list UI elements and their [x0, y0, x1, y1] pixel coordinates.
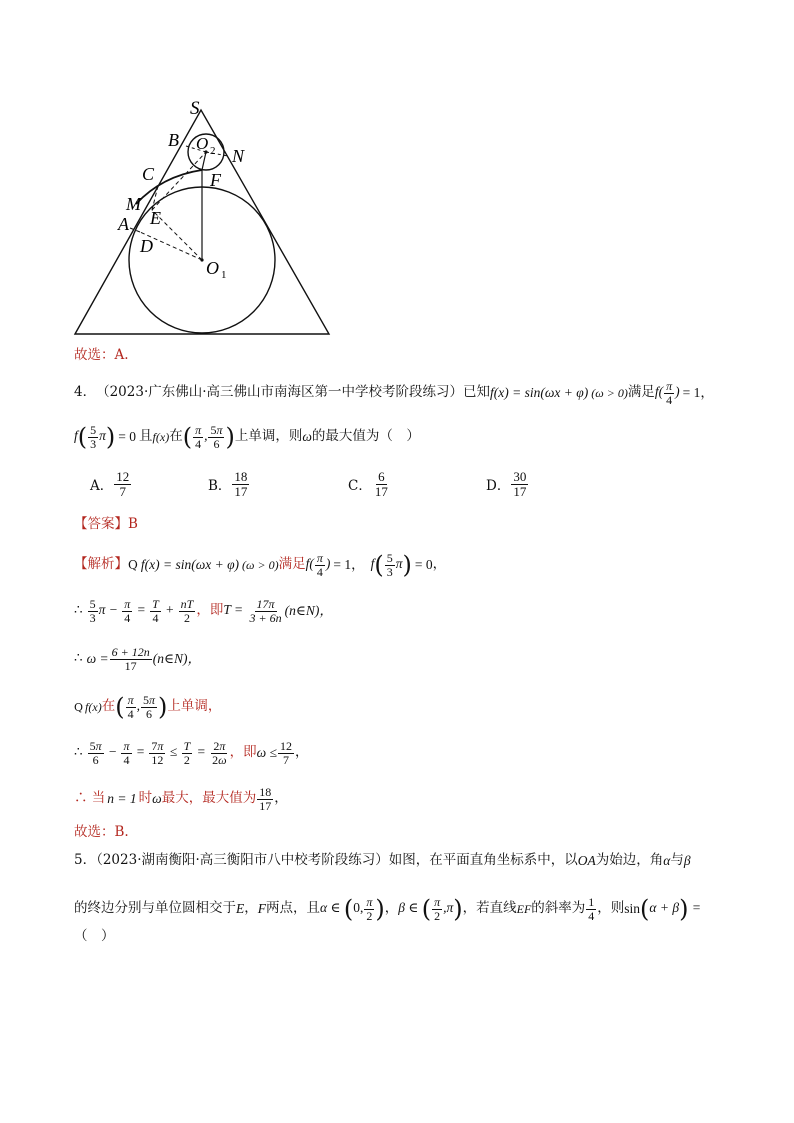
q4-step4-lhs: $\frac{5\pi}{6}$ − $\frac{\pi}{4}$ = $\frac{7\pi}{12}$ ≤ $\frac{T}{2}$ = $\frac{2\pi}{2\omega}$ — [89, 739, 227, 767]
q5-sin-arg: (α + β) = — [640, 895, 701, 924]
label-m: M — [126, 194, 141, 214]
q4-cond2: f( $\frac{5}{3}$ π) — [74, 423, 116, 452]
q5-oa: OA — [577, 853, 596, 868]
q5-line1b: 为始边，角 — [595, 852, 664, 868]
q4-source: （2023·广东佛山·高三佛山市南海区第一中学校考阶段练习）已知 — [96, 384, 491, 401]
label-s: S — [190, 98, 200, 119]
q4-cond1-rhs: = 1， — [682, 385, 714, 401]
q4-analysis-line4: Q f(x) 在 ( $\frac{\pi}{4}$ , $\frac{5\pi}{6}$ ) 上单调， — [74, 693, 222, 722]
q4-in: 在 — [169, 428, 183, 445]
q4-analysis-line1: 【解析】 Q f(x) = sin(ωx + φ) (ω > 0) 满足 f( $\frac{\pi}{4}$ ) = 1， f( $\frac{5}{3}$ π) = 0 ， — [74, 551, 447, 580]
q5-sin: sin — [624, 901, 641, 917]
label-c: C — [142, 164, 155, 184]
label-o2-sub: 2 — [210, 145, 216, 157]
q4-number: 4． — [74, 384, 97, 401]
q4-answer-tag: 【答案】 — [74, 516, 128, 532]
option-b-letter: B． — [208, 478, 232, 495]
q4-analysis-line6: ∴ 当 n = 1 时 ω 最大，最大值为 $\frac{18}{17}$ ， — [74, 785, 288, 813]
q4-monotone: 上单调，则 — [234, 428, 303, 445]
q4-analysis-cond2-rhs: = 0 — [414, 557, 433, 573]
q3-answer-line: 故选：A. — [74, 347, 129, 363]
dashed-e-o2 — [152, 152, 206, 210]
q4-step4-frac: $\frac{12}{7}$ — [279, 739, 292, 767]
q4-step3-in: 在 — [101, 698, 116, 715]
label-b: B — [168, 130, 179, 150]
option-b[interactable] — [208, 470, 250, 498]
q5-slope: $\frac{1}{4}$ — [588, 895, 595, 923]
q4-max-question: 的最大值为（ ） — [311, 428, 420, 445]
q4-step5-value: $\frac{18}{17}$ — [259, 785, 272, 813]
label-o1: O — [206, 258, 219, 278]
q5-stem-line1 — [74, 854, 691, 868]
q5-line2b: 两点，且 — [266, 900, 320, 917]
q4-step5-max: 最大，最大值为 — [161, 790, 257, 807]
q4-omega-symbol: ω — [302, 429, 312, 445]
q5-line2e: ，则 — [597, 900, 625, 917]
q4-fx-short: f(x) — [152, 430, 170, 445]
label-e: E — [150, 208, 161, 228]
label-d: D — [140, 236, 153, 256]
q4-analysis-line3: ∴ ω = $\frac{6 + 12n}{17}$ (n∈N)， — [74, 645, 201, 673]
q5-line2d: 的斜率为 — [531, 900, 586, 917]
q4-answer-value: B — [128, 516, 138, 532]
q5-alpha-range: α ∈ (0, $\frac{\pi}{2}$ ) — [320, 895, 385, 924]
label-f: F — [210, 170, 221, 190]
option-d[interactable] — [486, 470, 529, 498]
q4-step2-set: (n∈N)， — [152, 651, 201, 667]
option-a-letter: A． — [90, 478, 114, 495]
q4-cond1: f( $\frac{\pi}{4}$ ) — [654, 379, 680, 407]
q4-function: f(x) = sin(ωx + φ) — [490, 385, 589, 401]
segment-f-o2 — [202, 152, 206, 170]
q5-with: 与 — [670, 852, 684, 868]
option-d-num: 30 — [513, 469, 527, 484]
q4-analysis-omega-cond: (ω > 0) — [242, 558, 279, 573]
q4-step4-rhs: ω ≤ — [256, 745, 277, 761]
q4-analysis-cond1-rhs: = 1， — [333, 557, 365, 573]
q4-omega-condition: (ω > 0) — [591, 386, 628, 401]
q4-step5-omega: ω — [152, 791, 162, 807]
option-d-letter: D． — [486, 478, 511, 495]
q5-line2c: ，若直线 — [462, 900, 517, 917]
q5-line2a: 的终边分别与单位圆相交于 — [74, 900, 236, 917]
label-o1-sub: 1 — [221, 269, 227, 281]
option-a[interactable] — [90, 470, 132, 498]
q5-f: F — [257, 901, 266, 917]
option-c-letter: C． — [348, 478, 372, 495]
q4-and: 且 — [139, 428, 153, 445]
q5-stem-line3: （ ） — [74, 928, 115, 944]
option-c-den: 17 — [374, 483, 388, 499]
q5-line1-text: 5．（2023·湖南衡阳·高三衡阳市八中校考阶段练习）如图，在平面直角坐标系中，以 — [74, 852, 578, 868]
q4-step2-frac: $\frac{6 + 12n}{17}$ — [111, 645, 150, 673]
q4-stem-line1 — [74, 380, 714, 406]
q4-analysis-cond2: f( $\frac{5}{3}$ π) — [370, 551, 412, 580]
q4-step4-ji: ，即 — [229, 744, 257, 761]
q4-step5-prefix: ∴ 当 — [74, 790, 106, 807]
q4-step2-omega: ω = — [86, 651, 109, 667]
q4-step5-mid: 时 — [138, 790, 153, 807]
geometry-figure — [60, 92, 400, 342]
option-c-num: 6 — [378, 469, 385, 484]
q5-e: E — [236, 901, 245, 917]
q5-beta: β — [683, 853, 691, 868]
option-b-num: 18 — [234, 469, 248, 484]
q5-beta-range: β ∈ ( $\frac{\pi}{2}$ ,π) — [398, 895, 463, 924]
q4-cond2-rhs: = 0 — [118, 429, 137, 445]
q4-step5-n: n = 1 — [107, 791, 137, 807]
q4-analysis-satisfy: 满足 — [278, 556, 306, 573]
q4-satisfy: 满足 — [627, 384, 655, 401]
q5-alpha: α — [663, 853, 671, 868]
label-n: N — [232, 146, 245, 166]
q4-final-line: 故选：B. — [74, 824, 129, 840]
option-c[interactable] — [348, 470, 391, 498]
q4-answer-line — [74, 518, 138, 532]
q4-step1-set: (n∈N)， — [284, 603, 333, 619]
option-b-den: 17 — [234, 483, 248, 499]
q4-analysis-cond1: f( $\frac{\pi}{4}$ ) — [305, 551, 331, 579]
label-o2: O — [196, 134, 209, 153]
q4-step3-interval: ( $\frac{\pi}{4}$ , $\frac{5\pi}{6}$ ) — [115, 693, 168, 722]
q4-interval: ( $\frac{\pi}{4}$ , $\frac{5\pi}{6}$ ) — [182, 423, 235, 452]
q4-analysis-tag: 【解析】 — [74, 556, 128, 573]
option-a-den: 7 — [119, 483, 126, 499]
q4-step1-ji: ，即 — [196, 602, 224, 619]
point-o1 — [200, 258, 203, 261]
q5-stem-line2: 的终边分别与单位圆相交于 E ， F 两点，且 α ∈ (0, $\frac{\pi}{2}$ ) ， β ∈ ( $\frac{\pi}{2}$ ,π) ，若直线 EF 的斜率为 $\frac{1}{4}$ ，则 sin (α + β) = — [74, 895, 701, 924]
q4-step3-monotone: 上单调， — [167, 698, 222, 715]
q4-analysis-line2: ∴ $\frac{5}{3}$ π − $\frac{\pi}{4}$ = $\frac{T}{4}$ + $\frac{nT}{2}$ ，即 T = $\frac{17\pi}{3 + 6n}$ (n∈N)， — [74, 597, 333, 625]
q4-stem-line2 — [74, 424, 420, 450]
q4-because-symbol: Q — [128, 558, 138, 573]
q4-step1-period: T = $\frac{17\pi}{3 + 6n}$ — [223, 597, 282, 625]
label-a: A — [118, 214, 129, 234]
q4-step1-lhs: $\frac{5}{3}$ π − $\frac{\pi}{4}$ = $\frac{T}{4}$ + $\frac{nT}{2}$ — [89, 597, 194, 625]
q5-ef: EF — [516, 902, 532, 917]
q4-because-symbol-2: Q — [74, 700, 84, 714]
q4-analysis-line5: ∴ $\frac{5\pi}{6}$ − $\frac{\pi}{4}$ = $\frac{7\pi}{12}$ ≤ $\frac{T}{2}$ = $\frac{2\pi}{2\omega}$ ，即 ω ≤ $\frac{12}{7}$ ， — [74, 739, 309, 767]
option-a-num: 12 — [116, 469, 130, 484]
option-d-den: 17 — [513, 483, 527, 499]
q4-analysis-fx: f(x) = sin(ωx + φ) — [140, 557, 240, 573]
